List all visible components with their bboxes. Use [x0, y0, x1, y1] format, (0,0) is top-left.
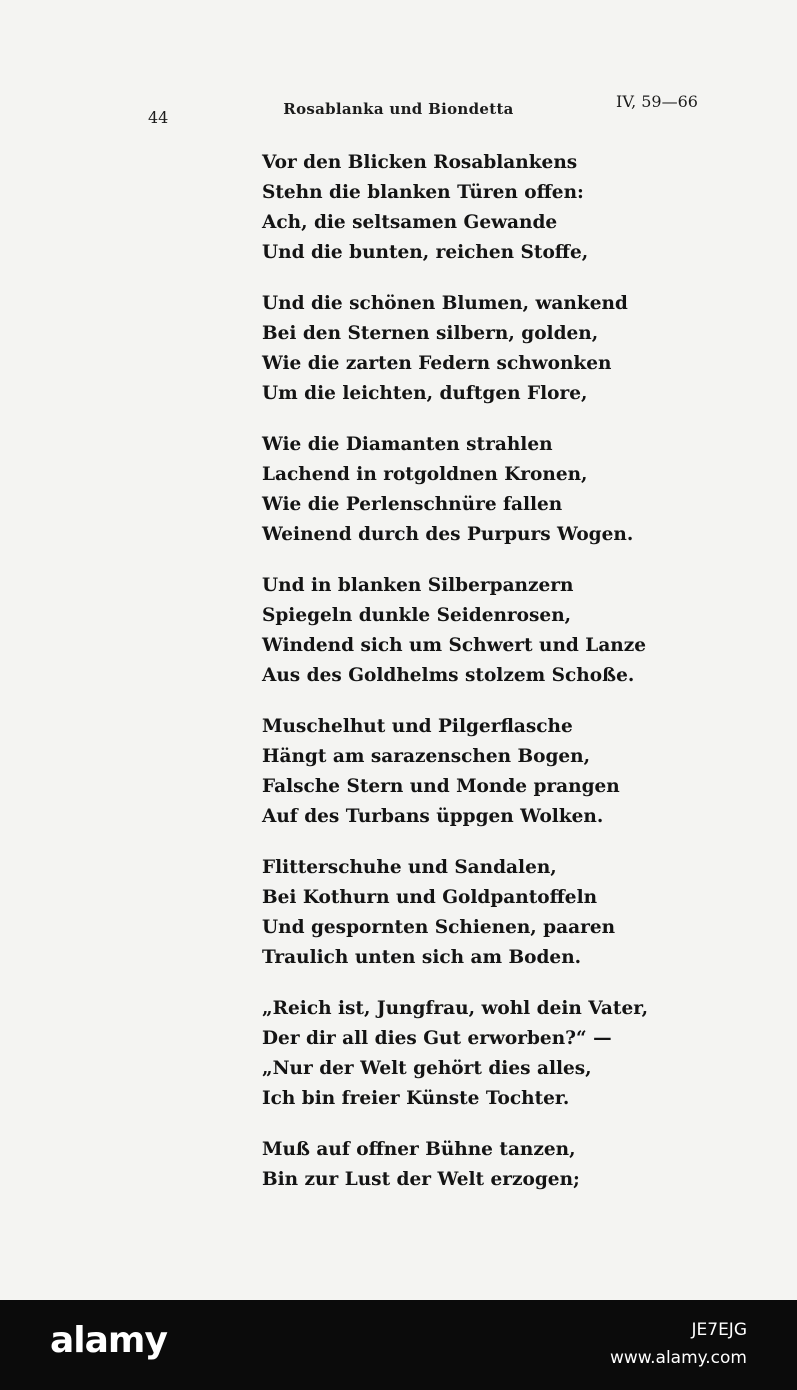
poem-line: Der dir all dies Gut erworben?“ —: [262, 1028, 612, 1049]
poem-line: Bin zur Lust der Welt erzogen;: [262, 1169, 580, 1190]
poem-line: Muß auf offner Bühne tanzen,: [262, 1139, 576, 1160]
poem-line: Wie die zarten Federn schwonken: [262, 353, 612, 374]
poem-line: Weinend durch des Purpurs Wogen.: [262, 524, 634, 545]
poem-line: Und in blanken Silberpanzern: [262, 575, 574, 596]
poem-line: Bei den Sternen silbern, golden,: [262, 323, 599, 344]
poem-line: Vor den Blicken Rosablankens: [262, 152, 578, 173]
page-number: 44: [148, 108, 169, 127]
stanza: [262, 853, 682, 973]
watermark-banner: [0, 1300, 797, 1390]
stanza: [262, 712, 682, 832]
stanza: [262, 430, 682, 550]
poem-line: Ich bin freier Künste Tochter.: [262, 1088, 570, 1109]
poem-line: Windend sich um Schwert und Lanze: [262, 635, 647, 656]
poem-line: Um die leichten, duftgen Flore,: [262, 383, 588, 404]
poem-line: Aus des Goldhelms stolzem Schoße.: [262, 665, 635, 686]
poem-line: Spiegeln dunkle Seidenrosen,: [262, 605, 572, 626]
stanza: [262, 1135, 682, 1195]
poem-line: „Nur der Welt gehört dies alles,: [262, 1058, 592, 1079]
alamy-logo: alamy: [50, 1320, 167, 1361]
stanza: [262, 994, 682, 1114]
poem-line: Falsche Stern und Monde prangen: [262, 776, 620, 797]
poem-line: Wie die Diamanten strahlen: [262, 434, 553, 455]
stanza: [262, 289, 682, 409]
watermark-url: www.alamy.com: [609, 1348, 747, 1368]
verse-reference: IV, 59—66: [616, 92, 698, 111]
stanza: [262, 571, 682, 691]
poem-line: Ach, die seltsamen Gewande: [262, 212, 558, 233]
poem-line: Und die bunten, reichen Stoffe,: [262, 242, 589, 263]
running-title: Rosablanka und Biondetta: [283, 100, 514, 118]
poem-line: „Reich ist, Jungfrau, wohl dein Vater,: [262, 998, 649, 1019]
poem-line: Muschelhut und Pilgerflasche: [262, 716, 573, 737]
poem-line: Wie die Perlenschnüre fallen: [262, 494, 563, 515]
poem-line: Bei Kothurn und Goldpantoffeln: [262, 887, 598, 908]
poem-line: Lachend in rotgoldnen Kronen,: [262, 464, 588, 485]
poem-line: Und gespornten Schienen, paaren: [262, 917, 616, 938]
stanza: [262, 148, 682, 268]
image-id: JE7EJG: [691, 1320, 747, 1340]
poem-line: Flitterschuhe und Sandalen,: [262, 857, 557, 878]
poem-line: Traulich unten sich am Boden.: [262, 947, 582, 968]
poem-line: Auf des Turbans üppgen Wolken.: [262, 806, 604, 827]
poem: [262, 148, 682, 1216]
poem-line: Hängt am sarazenschen Bogen,: [262, 746, 591, 767]
poem-line: Und die schönen Blumen, wankend: [262, 293, 628, 314]
poem-line: Stehn die blanken Türen offen:: [262, 182, 584, 203]
